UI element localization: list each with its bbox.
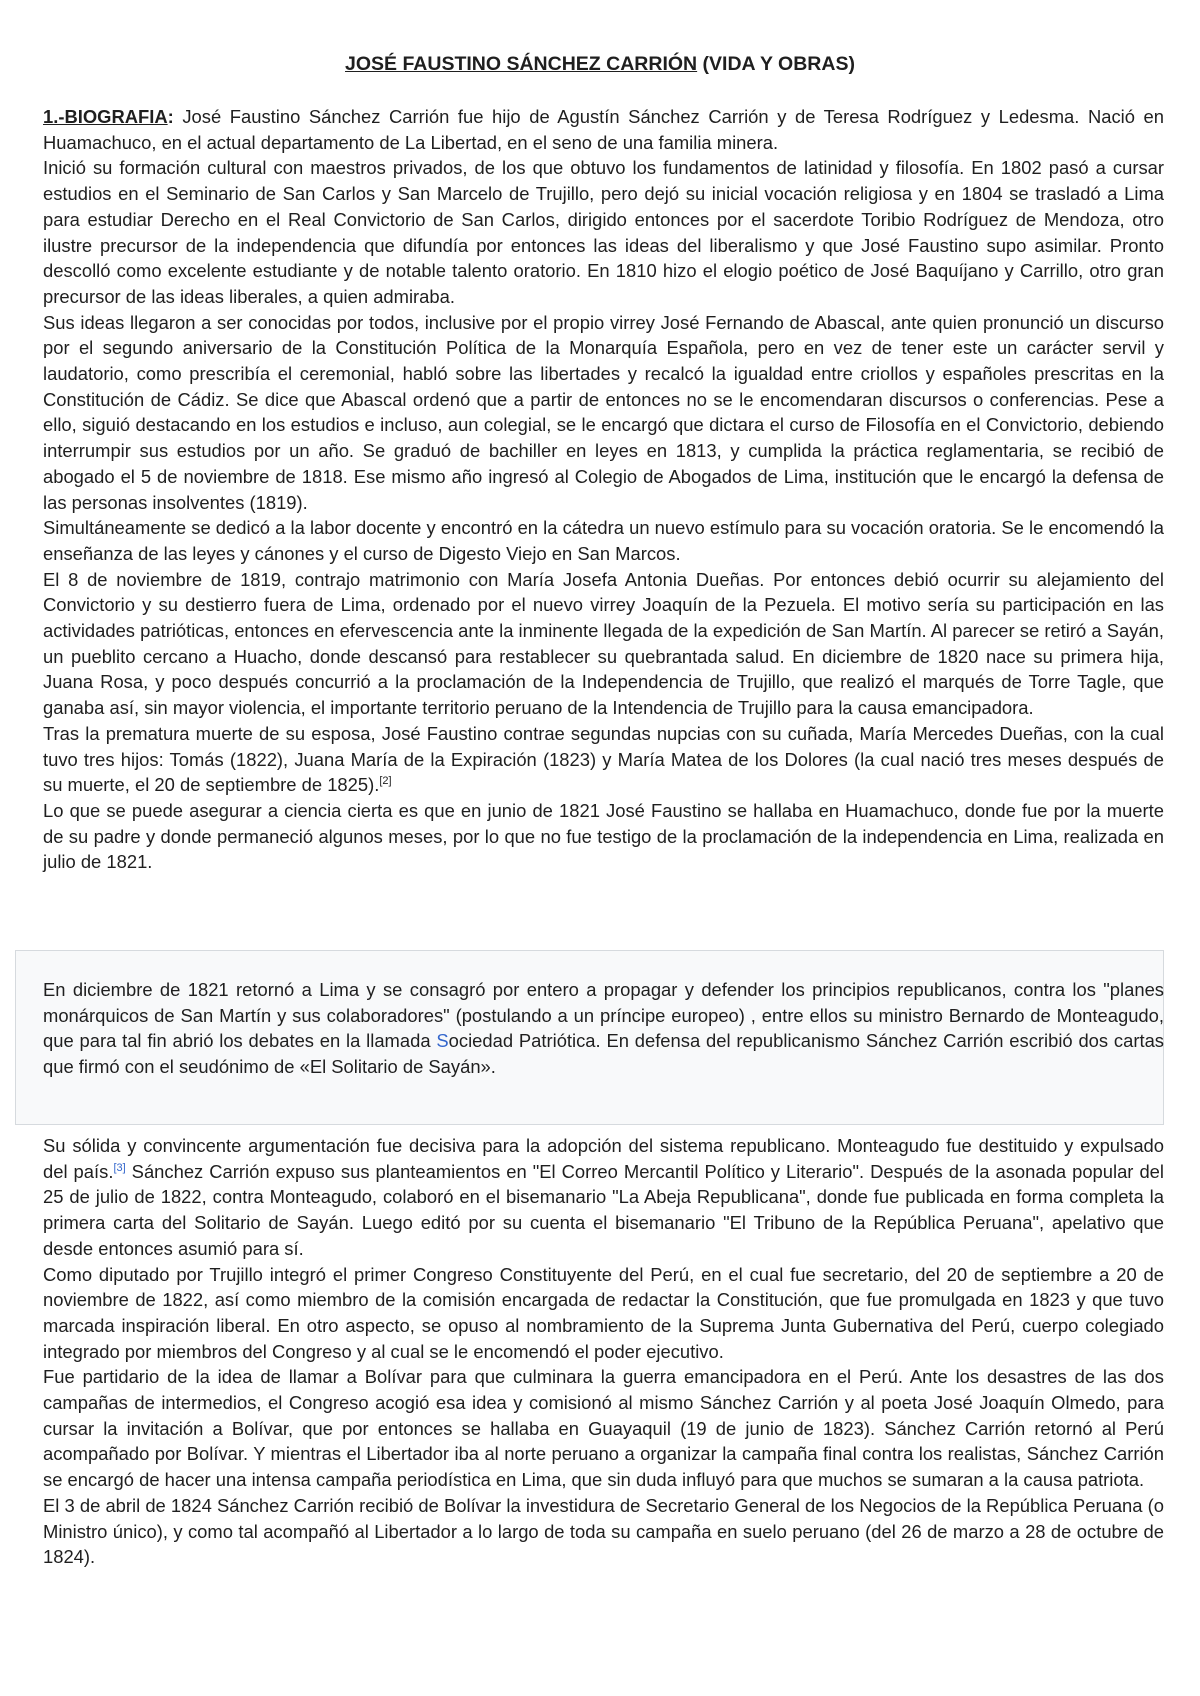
paragraph-republican (43, 1133, 1164, 1262)
section-heading: 1.-BIOGRAFIA (43, 106, 168, 127)
paragraph-republican-rest: Sánchez Carrión expuso sus planteamientos en "El Correo Mercantil Político y Literario". Después de la asonada popular del 25 de julio de 1822, contra Monteagudo, colaboró en el bisemanario "La Abeja Republicana", donde fue publicada en forma completa la primera carta del Solitario de Sayán. Luego editó por su cuenta el bisemanario "El Tribuno de la República Peruana", apelativo que desde entonces asumió para sí. (43, 1160, 1164, 1259)
biography-section-top (43, 104, 1164, 875)
paragraph-family (43, 721, 1164, 798)
title-name: JOSÉ FAUSTINO SÁNCHEZ CARRIÓN (345, 53, 698, 75)
paragraph-ideas: Sus ideas llegaron a ser conocidas por todos, inclusive por el propio virrey José Fernando de Abascal, ante quien pronunció un discurso por el segundo aniversario de la Constitución Política de la Monarquía Española, pero en vez de tener este un carácter servil y laudatorio, como prescribía el ceremonial, habló sobre las libertades y recalcó la igualdad entre criollos y españoles prescritas en la Constitución de Cádiz. Se dice que Abascal ordenó que a partir de entonces no se le encomendaran discursos o conferencias. Pese a ello, siguió destacando en los estudios e incluso, aun colegial, se le encargó que dictara el curso de Filosofía en el Convictorio, debiendo interrumpir sus estudios por un año. Se graduó de bachiller en leyes en 1813, y cumplida la práctica reglamentaria, se recibió de abogado el 5 de noviembre de 1818. Ese mismo año ingresó al Colegio de Abogados de Lima, institución que le encargó la defensa de las personas insolventes (1819). (43, 311, 1164, 513)
paragraph-congress: Como diputado por Trujillo integró el primer Congreso Constituyente del Perú, en el cual fue secretario, del 20 de septiembre a 20 de noviembre de 1822, así como miembro de la comisión encargada de redactar la Constitución, que fue promulgada en 1823 y que tuvo marcada inspiración liberal. En otro aspecto, se opuso al nombramiento de la Suprema Junta Gubernativa del Perú, cuerpo colegiado integrado por miembros del Congreso y al cual se le encomendó el poder ejecutivo. (43, 1263, 1164, 1362)
highlight-text: En diciembre de 1821 retornó a Lima y se consagró por entero a propagar y defender los principios republicanos, contra los "planes monárquicos de San Martín y sus colaboradores" (postulando a un príncipe europeo) , entre ellos su ministro Bernardo de Monteagudo, que para tal fin abrió los debates en la llamada (43, 979, 1164, 1052)
paragraph-intro (43, 104, 1164, 155)
highlight-text-rest: ociedad Patriótica. En defensa del republicanismo Sánchez Carrión escribió dos cartas que firmó con el seudónimo de «El Solitario de Sayán». (43, 1030, 1164, 1078)
paragraph-minister: El 3 de abril de 1824 Sánchez Carrión recibió de Bolívar la investidura de Secretario General de los Negocios de la República Peruana (o Ministro único), y como tal acompañó al Libertador a lo largo de toda su campaña en suelo peruano (del 26 de marzo a 28 de octubre de 1824). (43, 1494, 1164, 1568)
paragraph-republican-text: Su sólida y convincente argumentación fue decisiva para la adopción del sistema republicano. Monteagudo fue destituido y expulsado del país. (43, 1135, 1164, 1182)
sociedad-patriotica-link[interactable]: S (436, 1030, 449, 1052)
paragraph-intro-text: José Faustino Sánchez Carrión fue hijo de Agustín Sánchez Carrión y de Teresa Rodríguez y Ledesma. Nació en Huamachuco, en el actual departamento de La Libertad, en el seno de una familia minera. (43, 106, 1164, 153)
paragraph-education: Inició su formación cultural con maestros privados, de los que obtuvo los fundamentos de latinidad y filosofía. En 1802 pasó a cursar estudios en el Seminario de San Carlos y San Marcelo de Trujillo, pero dejó su inicial vocación religiosa y en 1804 se trasladó a Lima para estudiar Derecho en el Real Convictorio de San Carlos, dirigido entonces por el sacerdote Toribio Rodríguez de Mendoza, otro ilustre precursor de la independencia que difundía por entonces las ideas del liberalismo y que José Faustino supo asimilar. Pronto descolló como excelente estudiante y de notable talento oratorio. En 1810 hizo el elogio poético de José Baquíjano y Carrillo, otro gran precursor de las ideas liberales, a quien admiraba. (43, 157, 1164, 307)
title-suffix: (VIDA Y OBRAS) (697, 53, 855, 75)
biography-section-bottom (43, 1133, 1164, 1570)
paragraph-bolivar: Fue partidario de la idea de llamar a Bolívar para que culminara la guerra emancipadora en el Perú. Ante los desastres de las dos campañas de intermedios, el Congreso acogió esa idea y comisionó al mismo Sánchez Carrión y al poeta José Joaquín Olmedo, para cursar la invitación a Bolívar, que por entonces se hallaba en Guayaquil (19 de junio de 1823). Sánchez Carrión retornó al Perú acompañado por Bolívar. Y mientras el Libertador iba al norte peruano a organizar la campaña final contra los realistas, Sánchez Carrión se encargó de hacer una intensa campaña periodística en Lima, que sin duda influyó para que muchos se sumaran a la causa patriota. (43, 1366, 1164, 1491)
paragraph-family-text: Tras la prematura muerte de su esposa, José Faustino contrae segundas nupcias con su cuñada, María Mercedes Dueñas, con la cual tuvo tres hijos: Tomás (1822), Juana María de la Expiración (1823) y María Matea de los Dolores (la cual nació tres meses después de su muerte, el 20 de septiembre de 1825). (43, 722, 1164, 796)
footnote-ref-2[interactable]: [2] (379, 775, 392, 788)
section-heading-colon: : (167, 106, 174, 127)
paragraph-marriage: El 8 de noviembre de 1819, contrajo matrimonio con María Josefa Antonia Dueñas. Por entonces debió ocurrir su alejamiento del Convictorio y su destierro fuera de Lima, ordenado por el nuevo virrey Joaquín de la Pezuela. El motivo sería su participación en las actividades patrióticas, entonces en efervescencia ante la inminente llegada de la expedición de San Martín. Al parecer se retiró a Sayán, un pueblito cercano a Huacho, donde descansó para restablecer su quebrantada salud. En diciembre de 1820 nace su primera hija, Juana Rosa, y poco después concurrió a la proclamación de la Independencia de Trujillo, que realizó el marqués de Torre Tagle, que ganaba así, sin mayor violencia, el importante territorio peruano de la Intendencia de Trujillo para la causa emancipadora. (43, 568, 1164, 719)
footnote-ref-3[interactable]: [3] (113, 1161, 126, 1174)
document-title (0, 52, 1200, 76)
paragraph-huamachuco: Lo que se puede asegurar a ciencia cierta es que en junio de 1821 José Faustino se hallaba en Huamachuco, donde fue por la muerte de su padre y donde permaneció algunos meses, por lo que no fue testigo de la proclamación de la independencia en Lima, realizada en julio de 1821. (43, 799, 1164, 873)
highlight-paragraph (43, 977, 1164, 1080)
paragraph-teaching: Simultáneamente se dedicó a la labor docente y encontró en la cátedra un nuevo estímulo para su vocación oratoria. Se le encomendó la enseñanza de las leyes y cánones y el curso de Digesto Viejo en San Marcos. (43, 517, 1164, 564)
